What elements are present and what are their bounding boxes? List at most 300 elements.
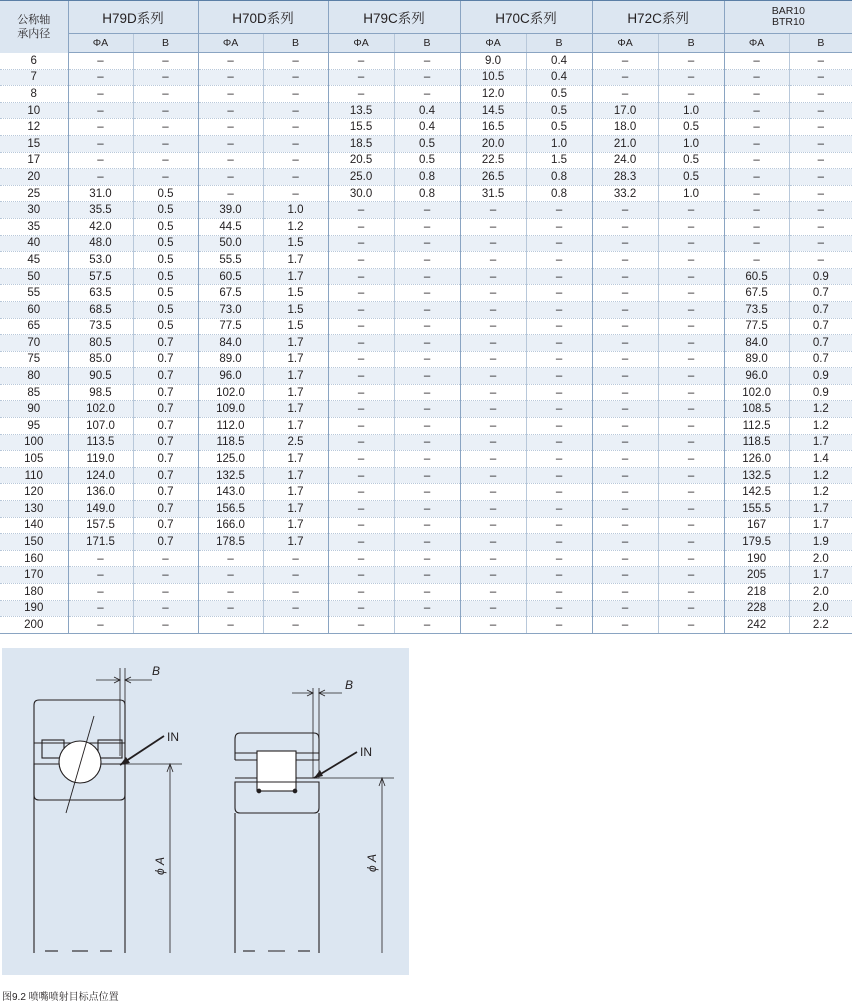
nominal-bore-cell: 35 bbox=[0, 218, 68, 235]
b-cell: 0.5 bbox=[133, 252, 198, 269]
b-cell: 0.5 bbox=[133, 218, 198, 235]
phi-a-cell: 33.2 bbox=[592, 185, 658, 202]
phi-a-cell: – bbox=[592, 384, 658, 401]
phi-a-cell: 16.5 bbox=[460, 119, 526, 136]
table-row bbox=[0, 501, 852, 518]
b-cell: 0.7 bbox=[133, 418, 198, 435]
table-row bbox=[0, 600, 852, 617]
b-cell: – bbox=[526, 418, 592, 435]
nominal-bore-cell: 90 bbox=[0, 401, 68, 418]
b-cell: 1.7 bbox=[263, 384, 328, 401]
b-cell: – bbox=[658, 534, 724, 551]
b-cell: – bbox=[133, 119, 198, 136]
phi-a-cell: – bbox=[198, 53, 263, 70]
table-row bbox=[0, 517, 852, 534]
phi-a-cell: 142.5 bbox=[724, 484, 789, 501]
table-row bbox=[0, 318, 852, 335]
b-cell: – bbox=[658, 484, 724, 501]
phi-a-cell: – bbox=[724, 218, 789, 235]
phi-a-cell: 24.0 bbox=[592, 152, 658, 169]
phi-a-cell: – bbox=[328, 517, 394, 534]
cylindrical-roller-bearing-drawing bbox=[235, 733, 319, 953]
phi-a-cell: 85.0 bbox=[68, 351, 133, 368]
b-cell: – bbox=[263, 135, 328, 152]
phi-a-cell: 84.0 bbox=[198, 335, 263, 352]
nominal-bore-cell: 6 bbox=[0, 53, 68, 70]
phi-a-cell: – bbox=[460, 401, 526, 418]
b-cell: – bbox=[789, 185, 852, 202]
phi-a-cell: – bbox=[460, 567, 526, 584]
table-row bbox=[0, 169, 852, 186]
phi-a-cell: – bbox=[724, 169, 789, 186]
phi-a-cell: 30.0 bbox=[328, 185, 394, 202]
phi-a-cell: 31.0 bbox=[68, 185, 133, 202]
b-cell: 0.7 bbox=[133, 517, 198, 534]
b-cell: – bbox=[526, 235, 592, 252]
phi-a-cell: 18.0 bbox=[592, 119, 658, 136]
b-cell: 2.0 bbox=[789, 550, 852, 567]
b-cell: – bbox=[263, 185, 328, 202]
phi-a-cell: 77.5 bbox=[198, 318, 263, 335]
series-header-h79d: H79D系列 bbox=[68, 1, 198, 34]
phi-a-cell: – bbox=[328, 86, 394, 103]
phi-a-cell: – bbox=[460, 418, 526, 435]
phi-a-cell: 205 bbox=[724, 567, 789, 584]
nominal-bore-cell: 70 bbox=[0, 335, 68, 352]
b-cell: 0.5 bbox=[133, 185, 198, 202]
phi-a-cell: – bbox=[328, 235, 394, 252]
phi-a-cell: – bbox=[68, 102, 133, 119]
phi-a-cell: 17.0 bbox=[592, 102, 658, 119]
phi-a-cell: 57.5 bbox=[68, 268, 133, 285]
phi-a-cell: – bbox=[460, 484, 526, 501]
b-cell: 0.5 bbox=[394, 135, 460, 152]
phi-a-cell: – bbox=[328, 69, 394, 86]
series-header-h72c: H72C系列 bbox=[592, 1, 724, 34]
b-cell: 1.7 bbox=[263, 268, 328, 285]
phi-a-cell: – bbox=[328, 467, 394, 484]
phi-a-cell: 22.5 bbox=[460, 152, 526, 169]
b-cell: – bbox=[394, 517, 460, 534]
phi-a-cell: – bbox=[460, 318, 526, 335]
b-cell: – bbox=[263, 119, 328, 136]
phi-a-cell: – bbox=[592, 401, 658, 418]
b-cell: – bbox=[394, 567, 460, 584]
phi-a-cell: 77.5 bbox=[724, 318, 789, 335]
b-cell: 0.7 bbox=[789, 285, 852, 302]
phi-a-cell: 20.5 bbox=[328, 152, 394, 169]
phi-a-cell: 80.5 bbox=[68, 335, 133, 352]
b-cell: – bbox=[133, 550, 198, 567]
phi-a-cell: – bbox=[460, 467, 526, 484]
phi-a-cell: 96.0 bbox=[198, 368, 263, 385]
phi-a-cell: – bbox=[592, 467, 658, 484]
phi-a-cell: 67.5 bbox=[724, 285, 789, 302]
phi-a-cell: – bbox=[592, 584, 658, 601]
nominal-bore-cell: 40 bbox=[0, 235, 68, 252]
phi-a-cell: – bbox=[328, 451, 394, 468]
table-row bbox=[0, 434, 852, 451]
table-row bbox=[0, 235, 852, 252]
phi-a-cell: 178.5 bbox=[198, 534, 263, 551]
b-cell: 0.5 bbox=[394, 152, 460, 169]
phi-a-cell: 113.5 bbox=[68, 434, 133, 451]
b-cell: 1.2 bbox=[789, 484, 852, 501]
phi-a-cell: 89.0 bbox=[198, 351, 263, 368]
phi-a-cell: – bbox=[592, 318, 658, 335]
nominal-bore-cell: 200 bbox=[0, 617, 68, 634]
b-cell: 1.5 bbox=[263, 318, 328, 335]
b-cell: – bbox=[394, 202, 460, 219]
b-cell: – bbox=[658, 318, 724, 335]
b-cell: – bbox=[263, 152, 328, 169]
b-cell: – bbox=[789, 53, 852, 70]
phi-a-cell: – bbox=[724, 152, 789, 169]
b-cell: – bbox=[526, 368, 592, 385]
nominal-bore-cell: 10 bbox=[0, 102, 68, 119]
phi-a-cell: – bbox=[68, 53, 133, 70]
table-row bbox=[0, 119, 852, 136]
b-cell: – bbox=[394, 86, 460, 103]
right-b-label: B bbox=[345, 678, 354, 692]
nominal-bore-cell: 25 bbox=[0, 185, 68, 202]
nominal-bore-cell: 15 bbox=[0, 135, 68, 152]
b-cell: – bbox=[133, 600, 198, 617]
b-cell: 1.7 bbox=[263, 418, 328, 435]
b-cell: – bbox=[789, 169, 852, 186]
phi-a-cell: – bbox=[724, 86, 789, 103]
b-cell: 0.7 bbox=[789, 301, 852, 318]
b-cell: – bbox=[789, 135, 852, 152]
phi-a-cell: – bbox=[460, 534, 526, 551]
b-cell: – bbox=[526, 218, 592, 235]
nominal-bore-cell: 120 bbox=[0, 484, 68, 501]
phi-a-cell: 90.5 bbox=[68, 368, 133, 385]
b-cell: 1.7 bbox=[789, 517, 852, 534]
phi-a-cell: – bbox=[198, 550, 263, 567]
phi-a-cell: – bbox=[198, 584, 263, 601]
phi-a-cell: 98.5 bbox=[68, 384, 133, 401]
b-cell: – bbox=[133, 617, 198, 634]
b-cell: 0.7 bbox=[133, 484, 198, 501]
nozzle-target-figure bbox=[2, 648, 409, 975]
phi-a-cell: – bbox=[328, 285, 394, 302]
b-cell: – bbox=[394, 368, 460, 385]
phi-a-cell: 119.0 bbox=[68, 451, 133, 468]
phi-a-cell: 67.5 bbox=[198, 285, 263, 302]
b-cell: 0.7 bbox=[789, 335, 852, 352]
phi-a-cell: – bbox=[592, 550, 658, 567]
table-row bbox=[0, 567, 852, 584]
phi-a-cell: – bbox=[460, 434, 526, 451]
b-cell: – bbox=[658, 301, 724, 318]
b-cell: – bbox=[263, 69, 328, 86]
phi-a-cell: – bbox=[68, 135, 133, 152]
b-cell: – bbox=[658, 401, 724, 418]
b-cell: – bbox=[394, 285, 460, 302]
phi-a-cell: 125.0 bbox=[198, 451, 263, 468]
b-cell: 1.5 bbox=[263, 235, 328, 252]
subheader-phi-a: ΦA bbox=[724, 34, 789, 53]
subheader-b: B bbox=[526, 34, 592, 53]
phi-a-cell: 89.0 bbox=[724, 351, 789, 368]
table-row bbox=[0, 86, 852, 103]
phi-a-cell: 84.0 bbox=[724, 335, 789, 352]
nominal-bore-cell: 180 bbox=[0, 584, 68, 601]
phi-a-cell: 102.0 bbox=[198, 384, 263, 401]
phi-a-cell: – bbox=[724, 69, 789, 86]
b-cell: – bbox=[789, 235, 852, 252]
phi-a-cell: – bbox=[460, 384, 526, 401]
b-cell: – bbox=[394, 351, 460, 368]
left-b-label: B bbox=[152, 664, 161, 678]
phi-a-cell: 10.5 bbox=[460, 69, 526, 86]
phi-a-cell: – bbox=[724, 135, 789, 152]
b-cell: – bbox=[789, 69, 852, 86]
table-row bbox=[0, 252, 852, 269]
nominal-bore-cell: 80 bbox=[0, 368, 68, 385]
phi-a-cell: 108.5 bbox=[724, 401, 789, 418]
phi-a-cell: 102.0 bbox=[68, 401, 133, 418]
b-cell: – bbox=[658, 467, 724, 484]
phi-a-cell: 55.5 bbox=[198, 252, 263, 269]
b-cell: – bbox=[526, 351, 592, 368]
angular-contact-bearing-drawing bbox=[34, 700, 125, 953]
phi-a-cell: 9.0 bbox=[460, 53, 526, 70]
b-cell: – bbox=[133, 584, 198, 601]
table-row bbox=[0, 285, 852, 302]
b-cell: 1.7 bbox=[263, 335, 328, 352]
phi-a-cell: – bbox=[328, 501, 394, 518]
b-cell: 1.7 bbox=[263, 401, 328, 418]
phi-a-cell: – bbox=[592, 285, 658, 302]
phi-a-cell: 126.0 bbox=[724, 451, 789, 468]
b-cell: – bbox=[526, 617, 592, 634]
b-cell: – bbox=[789, 119, 852, 136]
b-cell: – bbox=[133, 567, 198, 584]
phi-a-cell: – bbox=[460, 368, 526, 385]
nominal-bore-cell: 105 bbox=[0, 451, 68, 468]
nominal-bore-cell: 17 bbox=[0, 152, 68, 169]
nominal-bore-header-line2: 承内径 bbox=[17, 27, 51, 40]
b-cell: – bbox=[394, 384, 460, 401]
phi-a-cell: – bbox=[198, 600, 263, 617]
b-cell: – bbox=[133, 102, 198, 119]
b-cell: – bbox=[658, 501, 724, 518]
phi-a-cell: 156.5 bbox=[198, 501, 263, 518]
b-cell: – bbox=[658, 268, 724, 285]
b-cell: – bbox=[658, 584, 724, 601]
phi-a-cell: – bbox=[592, 368, 658, 385]
b-cell: – bbox=[394, 534, 460, 551]
phi-a-cell: 21.0 bbox=[592, 135, 658, 152]
b-cell: – bbox=[658, 368, 724, 385]
b-cell: – bbox=[526, 451, 592, 468]
nominal-bore-cell: 110 bbox=[0, 467, 68, 484]
nominal-bore-cell: 30 bbox=[0, 202, 68, 219]
table-row bbox=[0, 152, 852, 169]
phi-a-cell: 190 bbox=[724, 550, 789, 567]
phi-a-cell: 60.5 bbox=[198, 268, 263, 285]
table-row bbox=[0, 268, 852, 285]
b-cell: – bbox=[526, 434, 592, 451]
b-cell: – bbox=[394, 617, 460, 634]
phi-a-cell: – bbox=[460, 218, 526, 235]
phi-a-cell: – bbox=[724, 102, 789, 119]
phi-a-cell: – bbox=[724, 53, 789, 70]
b-cell: – bbox=[658, 418, 724, 435]
phi-a-cell: – bbox=[328, 401, 394, 418]
b-cell: – bbox=[526, 567, 592, 584]
nominal-bore-cell: 130 bbox=[0, 501, 68, 518]
phi-a-cell: – bbox=[328, 617, 394, 634]
b-cell: 0.4 bbox=[394, 119, 460, 136]
b-cell: 1.5 bbox=[263, 301, 328, 318]
b-cell: – bbox=[394, 53, 460, 70]
phi-a-cell: – bbox=[592, 351, 658, 368]
phi-a-cell: 18.5 bbox=[328, 135, 394, 152]
phi-a-cell: 73.0 bbox=[198, 301, 263, 318]
table-row bbox=[0, 418, 852, 435]
b-cell: 0.7 bbox=[133, 384, 198, 401]
b-cell: – bbox=[526, 584, 592, 601]
b-cell: – bbox=[394, 318, 460, 335]
b-cell: – bbox=[394, 252, 460, 269]
b-cell: – bbox=[133, 169, 198, 186]
phi-a-cell: – bbox=[198, 152, 263, 169]
phi-a-cell: 171.5 bbox=[68, 534, 133, 551]
b-cell: 0.5 bbox=[658, 119, 724, 136]
b-cell: 0.8 bbox=[526, 169, 592, 186]
subheader-phi-a: ΦA bbox=[592, 34, 658, 53]
phi-a-cell: 60.5 bbox=[724, 268, 789, 285]
phi-a-cell: – bbox=[198, 617, 263, 634]
b-cell: 1.2 bbox=[789, 401, 852, 418]
phi-a-cell: 13.5 bbox=[328, 102, 394, 119]
phi-a-cell: 53.0 bbox=[68, 252, 133, 269]
b-cell: – bbox=[394, 218, 460, 235]
b-cell: – bbox=[394, 69, 460, 86]
b-cell: 1.7 bbox=[789, 567, 852, 584]
b-cell: 1.7 bbox=[263, 501, 328, 518]
b-cell: – bbox=[526, 600, 592, 617]
b-cell: – bbox=[394, 401, 460, 418]
phi-a-cell: 26.5 bbox=[460, 169, 526, 186]
phi-a-cell: 136.0 bbox=[68, 484, 133, 501]
table-subheader-row bbox=[0, 34, 852, 53]
b-cell: 0.7 bbox=[133, 434, 198, 451]
phi-a-cell: – bbox=[592, 335, 658, 352]
b-cell: – bbox=[526, 484, 592, 501]
subheader-b: B bbox=[789, 34, 852, 53]
b-cell: 0.7 bbox=[133, 401, 198, 418]
table-row bbox=[0, 584, 852, 601]
b-cell: 1.5 bbox=[526, 152, 592, 169]
phi-a-cell: – bbox=[460, 335, 526, 352]
table-row bbox=[0, 467, 852, 484]
b-cell: 0.7 bbox=[789, 351, 852, 368]
b-cell: 1.2 bbox=[789, 467, 852, 484]
b-cell: – bbox=[658, 218, 724, 235]
phi-a-cell: – bbox=[68, 119, 133, 136]
b-cell: – bbox=[658, 567, 724, 584]
b-cell: – bbox=[394, 451, 460, 468]
b-cell: 1.0 bbox=[263, 202, 328, 219]
nominal-bore-header bbox=[0, 1, 68, 53]
b-cell: – bbox=[394, 434, 460, 451]
table-row bbox=[0, 301, 852, 318]
phi-a-cell: – bbox=[460, 501, 526, 518]
phi-a-cell: – bbox=[592, 418, 658, 435]
b-cell: 1.2 bbox=[263, 218, 328, 235]
phi-a-cell: 112.0 bbox=[198, 418, 263, 435]
nominal-bore-cell: 50 bbox=[0, 268, 68, 285]
b-cell: – bbox=[133, 69, 198, 86]
phi-a-cell: – bbox=[460, 285, 526, 302]
b-cell: 0.7 bbox=[133, 501, 198, 518]
right-in-label: IN bbox=[360, 745, 372, 759]
b-cell: – bbox=[789, 202, 852, 219]
right-in-arrow bbox=[314, 752, 357, 778]
b-cell: – bbox=[658, 69, 724, 86]
nominal-bore-cell: 55 bbox=[0, 285, 68, 302]
series-header-bar10: BAR10 bbox=[771, 5, 805, 17]
phi-a-cell: – bbox=[592, 252, 658, 269]
phi-a-cell: – bbox=[460, 301, 526, 318]
phi-a-cell: – bbox=[328, 218, 394, 235]
nozzle-target-diagram bbox=[2, 648, 409, 975]
b-cell: – bbox=[133, 152, 198, 169]
table-row bbox=[0, 218, 852, 235]
b-cell: – bbox=[526, 384, 592, 401]
b-cell: – bbox=[526, 501, 592, 518]
phi-a-cell: – bbox=[592, 534, 658, 551]
nominal-bore-cell: 65 bbox=[0, 318, 68, 335]
table-row bbox=[0, 135, 852, 152]
phi-a-cell: – bbox=[328, 335, 394, 352]
table-header-row bbox=[0, 1, 852, 34]
phi-a-cell: 179.5 bbox=[724, 534, 789, 551]
b-cell: 1.7 bbox=[789, 501, 852, 518]
phi-a-cell: – bbox=[198, 567, 263, 584]
b-cell: 1.2 bbox=[789, 418, 852, 435]
nominal-bore-header-line1: 公称轴 bbox=[17, 13, 51, 26]
b-cell: – bbox=[789, 218, 852, 235]
b-cell: 0.7 bbox=[789, 318, 852, 335]
b-cell: – bbox=[526, 550, 592, 567]
subheader-b: B bbox=[394, 34, 460, 53]
nominal-bore-cell: 150 bbox=[0, 534, 68, 551]
series-header-bar10-btr10 bbox=[724, 1, 852, 34]
phi-a-cell: – bbox=[592, 86, 658, 103]
b-cell: – bbox=[789, 86, 852, 103]
phi-a-cell: 68.5 bbox=[68, 301, 133, 318]
b-cell: 0.4 bbox=[526, 53, 592, 70]
b-cell: 0.8 bbox=[394, 185, 460, 202]
phi-a-cell: – bbox=[460, 451, 526, 468]
phi-a-cell: 167 bbox=[724, 517, 789, 534]
b-cell: 0.7 bbox=[133, 335, 198, 352]
table-row bbox=[0, 617, 852, 634]
phi-a-cell: 157.5 bbox=[68, 517, 133, 534]
phi-a-cell: 96.0 bbox=[724, 368, 789, 385]
figure-caption: 图9.2 喷嘴喷射目标点位置 bbox=[2, 992, 119, 1003]
nominal-bore-cell: 20 bbox=[0, 169, 68, 186]
phi-a-cell: 102.0 bbox=[724, 384, 789, 401]
phi-a-cell: – bbox=[198, 169, 263, 186]
phi-a-cell: – bbox=[592, 202, 658, 219]
b-cell: 0.5 bbox=[133, 285, 198, 302]
